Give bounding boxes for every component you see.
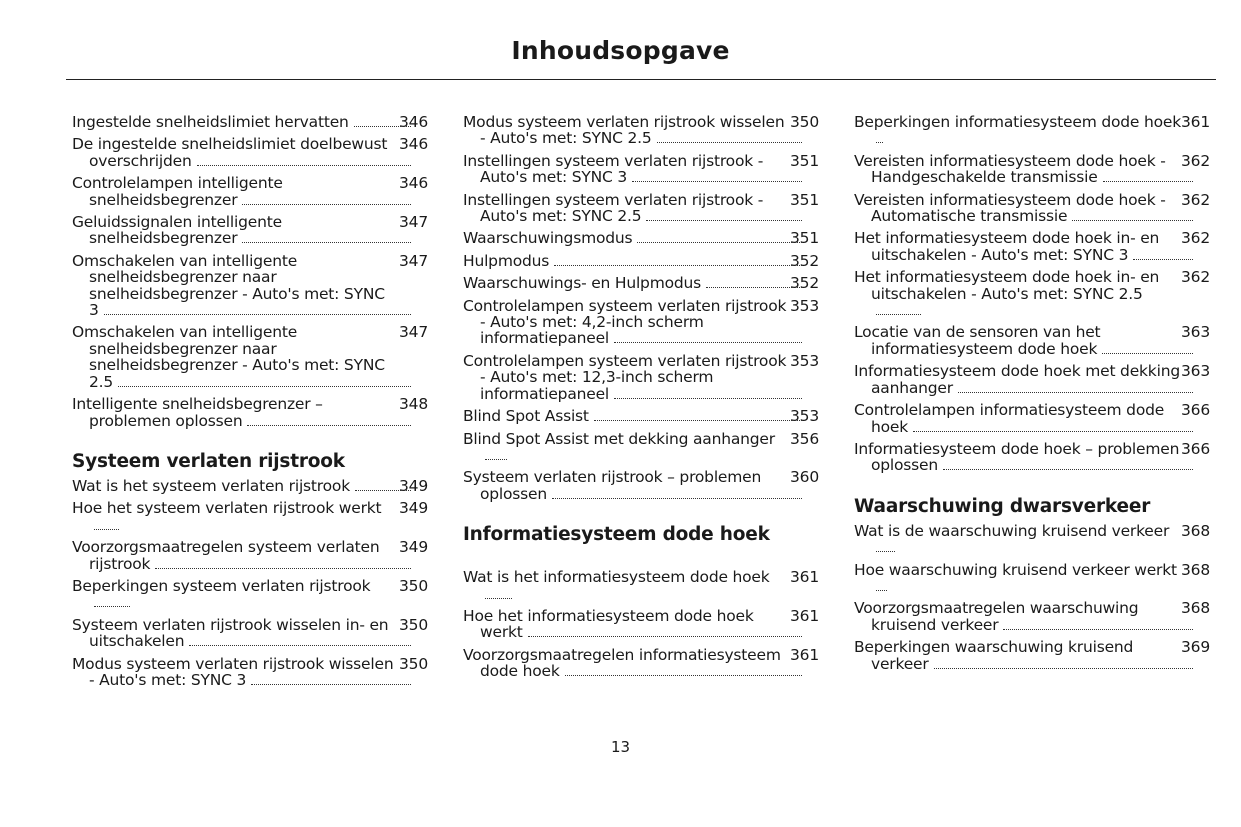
- dot-leader: [552, 497, 802, 499]
- dot-leader: [876, 313, 921, 315]
- toc-entry[interactable]: [72, 214, 428, 247]
- toc-entry-page: 347: [399, 323, 428, 342]
- toc-entry-title: Instellingen systeem verlaten rijstrook - Auto's met: SYNC 2.5: [463, 190, 764, 226]
- toc-column-3: [854, 114, 1210, 678]
- dot-leader: [706, 286, 802, 288]
- toc-entry-title: Beperkingen informatiesysteem dode hoek: [854, 113, 1181, 131]
- toc-entry-page: 353: [790, 351, 819, 370]
- toc-entry[interactable]: [463, 353, 819, 402]
- toc-entry-page: 346: [399, 174, 428, 193]
- toc-entry[interactable]: [463, 298, 819, 347]
- toc-entry-title: Vereisten informatiesysteem dode hoek - Automatische transmissie: [854, 190, 1166, 226]
- toc-entry-page: 362: [1181, 229, 1210, 248]
- dot-leader: [913, 430, 1193, 432]
- toc-entry[interactable]: [72, 656, 428, 689]
- title-divider: [66, 79, 1216, 80]
- toc-entry-page: 351: [790, 190, 819, 209]
- toc-entry-title: Modus systeem verlaten rijstrook wisselen - Auto's met: SYNC 3: [72, 654, 394, 689]
- dot-leader: [94, 528, 119, 530]
- toc-entry-page: 368: [1181, 521, 1210, 540]
- toc-entry[interactable]: [463, 230, 819, 246]
- toc-entry[interactable]: [463, 569, 819, 602]
- toc-entry[interactable]: [854, 153, 1210, 186]
- toc-entry[interactable]: [854, 639, 1210, 672]
- toc-entry-title: Instellingen systeem verlaten rijstrook - Auto's met: SYNC 3: [463, 151, 764, 187]
- toc-entry-title: Hoe waarschuwing kruisend verkeer werkt: [854, 560, 1177, 579]
- dot-leader: [1102, 352, 1193, 354]
- toc-entry[interactable]: [463, 153, 819, 186]
- toc-entry-page: 350: [399, 615, 428, 634]
- toc-entry-title: Voorzorgsmaatregelen systeem verlaten rijstrook: [72, 538, 380, 573]
- dot-leader: [189, 644, 411, 646]
- toc-entry-title: Ingestelde snelheidslimiet hervatten: [72, 113, 349, 131]
- toc-entry[interactable]: [72, 175, 428, 208]
- toc-entry-page: 346: [399, 113, 428, 131]
- dot-leader: [943, 468, 1193, 470]
- toc-entry[interactable]: [72, 396, 428, 429]
- toc-entry-title: Blind Spot Assist: [463, 407, 589, 426]
- toc-entry[interactable]: [463, 469, 819, 502]
- toc-entry[interactable]: [72, 617, 428, 650]
- toc-entry-title: Hoe het informatiesysteem dode hoek werkt: [463, 606, 754, 642]
- toc-entry[interactable]: [854, 441, 1210, 474]
- toc-entry-title: Controlelampen systeem verlaten rijstrook - Auto's met: 12,3-inch scherm informatiepaneel: [463, 351, 787, 403]
- dot-leader: [118, 385, 411, 387]
- dot-leader: [485, 597, 512, 599]
- section-heading: Waarschuwing dwarsverkeer: [854, 495, 1151, 517]
- toc-entry-title: Controlelampen informatiesysteem dode hoek: [854, 401, 1165, 436]
- dot-leader: [876, 550, 895, 552]
- toc-entry-title: Voorzorgsmaatregelen waarschuwing kruisend verkeer: [854, 599, 1139, 634]
- dot-leader: [251, 683, 411, 685]
- toc-entry-page: 362: [1181, 268, 1210, 287]
- toc-entry[interactable]: [854, 363, 1210, 396]
- toc-entry[interactable]: [72, 578, 428, 611]
- dot-leader: [632, 180, 802, 182]
- toc-entry-title: Wat is het informatiesysteem dode hoek: [463, 568, 770, 587]
- toc-entry[interactable]: [463, 192, 819, 225]
- toc-entry-page: 350: [399, 654, 428, 673]
- toc-entry-page: 361: [790, 568, 819, 587]
- dot-leader: [197, 164, 411, 166]
- dot-leader: [1103, 180, 1193, 182]
- toc-entry-title: Vereisten informatiesysteem dode hoek - Handgeschakelde transmissie: [854, 151, 1166, 187]
- dot-leader: [485, 458, 507, 460]
- toc-column-1: [72, 114, 428, 694]
- toc-entry[interactable]: [854, 523, 1210, 556]
- toc-entry[interactable]: [463, 608, 819, 641]
- toc-entry[interactable]: [463, 647, 819, 680]
- toc-entry-page: 368: [1181, 599, 1210, 618]
- toc-entry-title: Hoe het systeem verlaten rijstrook werkt: [72, 499, 382, 518]
- toc-entry[interactable]: [854, 324, 1210, 357]
- section-heading: Systeem verlaten rijstrook: [72, 450, 345, 472]
- toc-entry-title: Geluidssignalen intelligente snelheidsbegrenzer: [72, 213, 282, 248]
- dot-leader: [104, 313, 411, 315]
- toc-entry[interactable]: [72, 114, 428, 130]
- dot-leader: [594, 419, 802, 421]
- dot-leader: [1133, 258, 1193, 260]
- toc-entry-page: 352: [790, 251, 819, 270]
- toc-entry-title: Intelligente snelheidsbegrenzer – problemen oplossen: [72, 395, 323, 430]
- toc-entry-page: 369: [1181, 638, 1210, 657]
- toc-entry-page: 366: [1181, 439, 1210, 458]
- dot-leader: [876, 141, 883, 143]
- dot-leader: [354, 125, 411, 127]
- toc-entry[interactable]: [854, 192, 1210, 225]
- toc-entry-page: 361: [790, 645, 819, 664]
- toc-entry-page: 348: [399, 395, 428, 414]
- toc-entry-title: Voorzorgsmaatregelen informatiesysteem dode hoek: [463, 645, 781, 681]
- dot-leader: [1003, 628, 1193, 630]
- toc-entry-title: Informatiesysteem dode hoek – problemen oplossen: [854, 439, 1180, 475]
- toc-entry-page: 352: [790, 274, 819, 293]
- dot-leader: [637, 241, 802, 243]
- toc-entry-title: Waarschuwings- en Hulpmodus: [463, 274, 702, 293]
- page-title: Inhoudsopgave: [511, 36, 730, 65]
- toc-entry[interactable]: [72, 539, 428, 572]
- toc-column-2: [463, 114, 819, 686]
- toc-entry[interactable]: [463, 253, 819, 269]
- toc-entry[interactable]: [463, 114, 819, 147]
- dot-leader: [1072, 219, 1193, 221]
- toc-entry[interactable]: [854, 114, 1210, 147]
- toc-entry-page: 351: [790, 151, 819, 170]
- dot-leader: [155, 567, 411, 569]
- toc-entry-title: Waarschuwingsmodus: [463, 229, 633, 248]
- toc-entry-title: Blind Spot Assist met dekking aanhanger: [463, 429, 775, 448]
- toc-entry-title: Controlelampen intelligente snelheidsbegrenzer: [72, 174, 283, 209]
- toc-entry-page: 347: [399, 213, 428, 232]
- toc-entry-title: Systeem verlaten rijstrook wisselen in- en uitschakelen: [72, 615, 389, 651]
- toc-entry-page: 351: [790, 229, 819, 248]
- toc-entry-title: Wat is het systeem verlaten rijstrook: [72, 476, 350, 495]
- toc-entry-page: 350: [790, 113, 819, 131]
- toc-entry[interactable]: [854, 269, 1210, 318]
- dot-leader: [247, 424, 411, 426]
- toc-entry-page: 349: [399, 538, 428, 557]
- toc-entry-title: Informatiesysteem dode hoek met dekking aanhanger: [854, 362, 1180, 397]
- toc-entry-page: 353: [790, 407, 819, 426]
- dot-leader: [876, 589, 887, 591]
- toc-entry[interactable]: [463, 431, 819, 464]
- toc-entry-title: Het informatiesysteem dode hoek in- en uitschakelen - Auto's met: SYNC 3: [854, 229, 1160, 264]
- toc-entry[interactable]: [854, 562, 1210, 595]
- dot-leader: [934, 667, 1193, 669]
- toc-entry[interactable]: [72, 136, 428, 169]
- toc-entry[interactable]: [854, 230, 1210, 263]
- toc-entry-page: 353: [790, 296, 819, 315]
- toc-entry-title: Beperkingen waarschuwing kruisend verkeer: [854, 638, 1134, 673]
- toc-entry-page: 361: [790, 606, 819, 625]
- toc-entry-page: 349: [399, 476, 428, 495]
- toc-entry-title: Wat is de waarschuwing kruisend verkeer: [854, 521, 1170, 540]
- toc-entry-page: 363: [1181, 323, 1210, 342]
- toc-entry-page: 361: [1181, 113, 1210, 131]
- dot-leader: [565, 674, 802, 676]
- dot-leader: [94, 605, 130, 607]
- toc-entry-title: Locatie van de sensoren van het informatiesysteem dode hoek: [854, 323, 1101, 358]
- toc-entry-title: Omschakelen van intelligente snelheidsbegrenzer naar snelheidsbegrenzer - Auto's met: SYNC 2.5: [72, 323, 385, 391]
- toc-entry-page: 363: [1181, 362, 1210, 381]
- dot-leader: [528, 635, 802, 637]
- toc-entry-page: 349: [399, 499, 428, 518]
- toc-entry[interactable]: [72, 253, 428, 319]
- toc-entry[interactable]: [72, 478, 428, 494]
- page-number: 13: [610, 738, 631, 756]
- toc-entry-page: 366: [1181, 401, 1210, 420]
- toc-entry-page: 362: [1181, 190, 1210, 209]
- toc-entry-title: Controlelampen systeem verlaten rijstrook - Auto's met: 4,2-inch scherm informatiepaneel: [463, 296, 787, 348]
- toc-entry-page: 347: [399, 251, 428, 270]
- dot-leader: [242, 241, 411, 243]
- dot-leader: [657, 141, 802, 143]
- toc-entry[interactable]: [72, 500, 428, 533]
- toc-entry-page: 346: [399, 135, 428, 154]
- toc-entry[interactable]: [72, 324, 428, 390]
- toc-entry-title: Beperkingen systeem verlaten rijstrook: [72, 576, 371, 595]
- dot-leader: [242, 203, 411, 205]
- toc-entry-page: 360: [790, 468, 819, 487]
- dot-leader: [554, 264, 802, 266]
- dot-leader: [958, 391, 1193, 393]
- section-heading: Informatiesysteem dode hoek: [463, 524, 770, 546]
- toc-entry-title: De ingestelde snelheidslimiet doelbewust overschrijden: [72, 135, 388, 170]
- toc-entry[interactable]: [854, 402, 1210, 435]
- toc-entry-title: Systeem verlaten rijstrook – problemen oplossen: [463, 468, 762, 503]
- spacer: [463, 551, 819, 569]
- dot-leader: [646, 219, 802, 221]
- toc-entry-page: 362: [1181, 151, 1210, 170]
- dot-leader: [614, 397, 802, 399]
- dot-leader: [614, 341, 802, 343]
- toc-entry-title: Het informatiesysteem dode hoek in- en uitschakelen - Auto's met: SYNC 2.5: [854, 268, 1160, 303]
- dot-leader: [355, 489, 411, 491]
- toc-entry-title: Hulpmodus: [463, 251, 550, 270]
- toc-entry-page: 368: [1181, 560, 1210, 579]
- toc-entry[interactable]: [463, 275, 819, 291]
- toc-entry[interactable]: [854, 600, 1210, 633]
- toc-entry-page: 356: [790, 429, 819, 448]
- toc-entry-page: 350: [399, 576, 428, 595]
- toc-entry[interactable]: [463, 408, 819, 424]
- toc-entry-title: Modus systeem verlaten rijstrook wisselen - Auto's met: SYNC 2.5: [463, 113, 785, 148]
- toc-entry-title: Omschakelen van intelligente snelheidsbegrenzer naar snelheidsbegrenzer - Auto's met: SYNC 3: [72, 251, 385, 320]
